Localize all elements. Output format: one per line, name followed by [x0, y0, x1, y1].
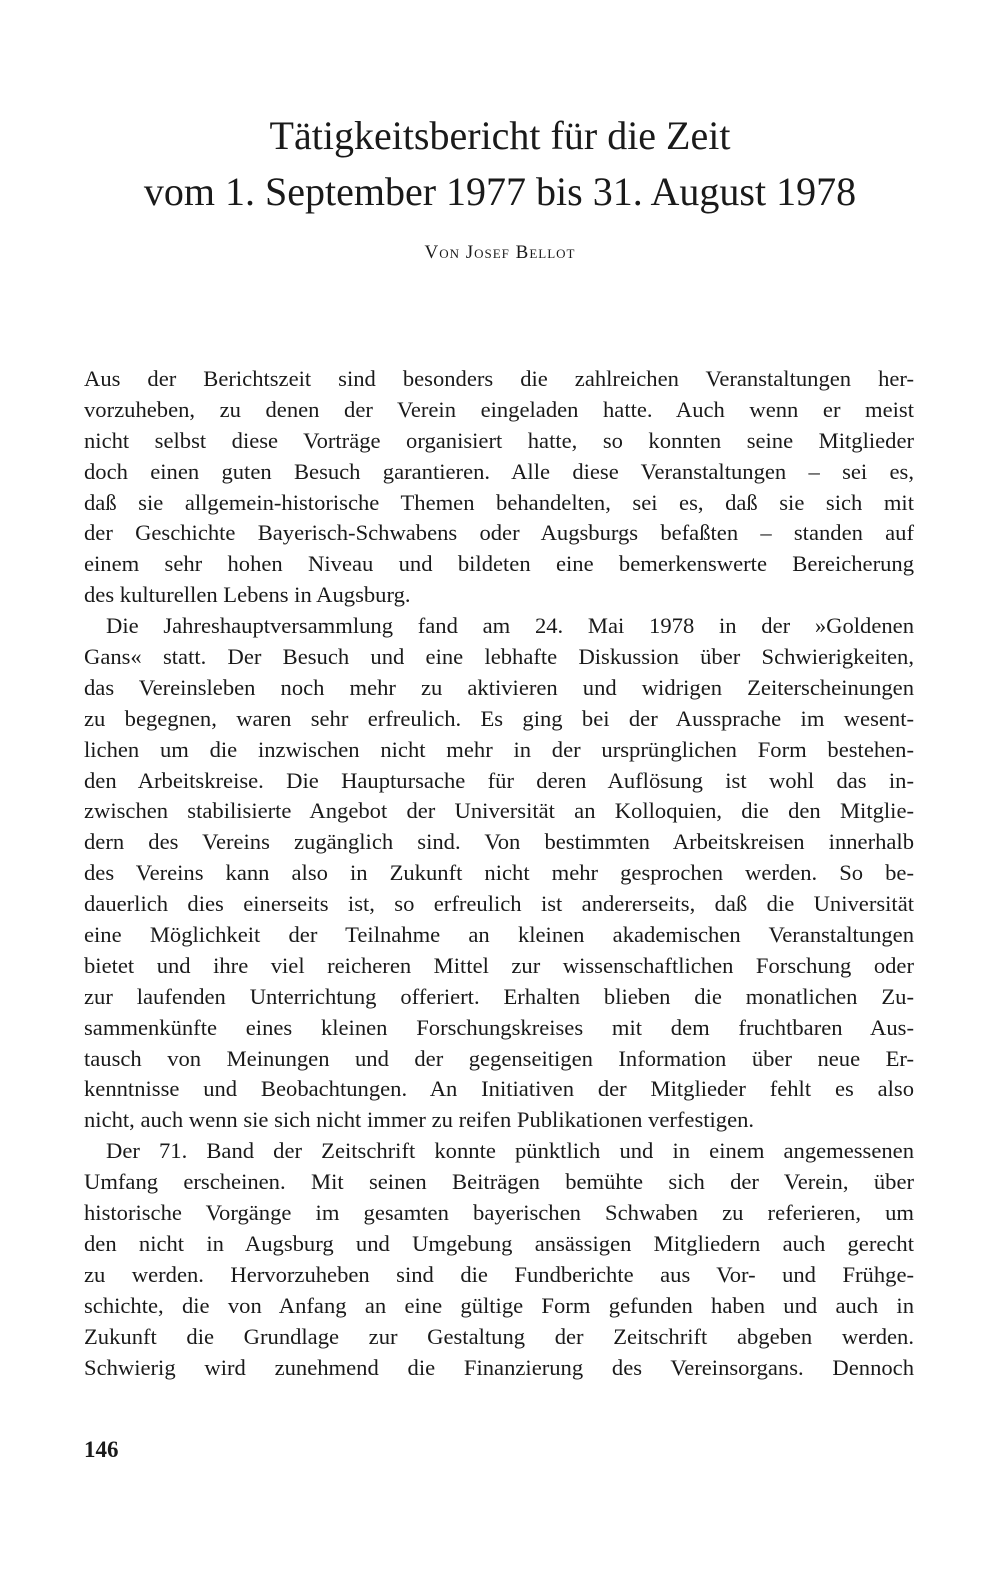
text-line: des kulturellen Lebens in Augsburg. [84, 582, 411, 608]
text-line: tausch von Meinungen und der gegenseitigen Information über neue Er- [84, 1045, 914, 1071]
text-line: Schwierig wird zunehmend die Finanzierung des Vereinsorgans. Dennoch [84, 1354, 914, 1380]
text-line: Aus der Berichtszeit sind besonders die zahlreichen Veranstaltungen her- [84, 366, 914, 391]
text-line: zu werden. Hervorzuheben sind die Fundberichte aus Vor- und Frühge- [84, 1261, 914, 1287]
text-line: das Vereinsleben noch mehr zu aktivieren und widrigen Zeiterscheinungen [84, 674, 914, 700]
text-line: eine Möglichkeit der Teilnahme an kleinen akademischen Veranstaltungen [84, 922, 914, 948]
text-line: lichen um die inzwischen nicht mehr in der ursprünglichen Form bestehen- [84, 736, 914, 762]
text-line: schichte, die von Anfang an eine gültige Form gefunden haben und auch in [84, 1292, 914, 1318]
text-line: einem sehr hohen Niveau und bildeten eine bemerkenswerte Bereicherung [84, 551, 914, 577]
title-line-1: Tätigkeitsbericht für die Zeit [269, 113, 731, 158]
text-line: nicht, auch wenn sie sich nicht immer zu reifen Publikationen verfestigen. [84, 1107, 755, 1133]
text-line: zu begegnen, waren sehr erfreulich. Es ging bei der Aussprache im wesent- [84, 705, 914, 731]
page-number: 146 [84, 1437, 119, 1462]
text-line: sammenkünfte eines kleinen Forschungskreises mit dem fruchtbaren Aus- [84, 1014, 914, 1040]
text-line: historische Vorgänge im gesamten bayerischen Schwaben zu referieren, um [84, 1200, 914, 1226]
body-text [84, 364, 914, 1383]
text-line: dauerlich dies einerseits ist, so erfreulich ist andererseits, daß die Universität [84, 891, 914, 917]
text-line: Die Jahreshauptversammlung fand am 24. Mai 1978 in der »Goldenen [106, 613, 914, 639]
text-line: den Arbeitskreise. Die Hauptursache für deren Auflösung ist wohl das in- [84, 767, 914, 793]
text-line: kenntnisse und Beobachtungen. An Initiativen der Mitglieder fehlt es also [84, 1076, 914, 1102]
title-line-2: vom 1. September 1977 bis 31. August 1978 [143, 169, 857, 214]
text-line: des Vereins kann also in Zukunft nicht mehr gesprochen werden. So be- [84, 860, 914, 886]
text-line: Umfang erscheinen. Mit seinen Beiträgen bemühte sich der Verein, über [84, 1169, 914, 1195]
author-byline: Von Josef Bellot [424, 242, 576, 263]
text-line: dern des Vereins zugänglich sind. Von bestimmten Arbeitskreisen innerhalb [84, 829, 914, 855]
text-line: der Geschichte Bayerisch-Schwabens oder Augsburgs befaßten – standen auf [84, 520, 914, 546]
text-line: zur laufenden Unterrichtung offeriert. Erhalten blieben die monatlichen Zu- [84, 983, 914, 1009]
text-line: zwischen stabilisierte Angebot der Universität an Kolloquien, die den Mitglie- [84, 798, 914, 824]
text-line: Zukunft die Grundlage zur Gestaltung der Zeitschrift abgeben werden. [84, 1323, 914, 1349]
text-line: Gans« statt. Der Besuch und eine lebhafte Diskussion über Schwierigkeiten, [84, 644, 914, 670]
text-line: nicht selbst diese Vorträge organisiert hatte, so konnten seine Mitglieder [84, 427, 914, 453]
text-line: doch einen guten Besuch garantieren. Alle diese Veranstaltungen – sei es, [84, 458, 914, 484]
text-line: Der 71. Band der Zeitschrift konnte pünktlich und in einem angemessenen [106, 1138, 914, 1164]
page-title [0, 108, 1000, 220]
text-line: bietet und ihre viel reicheren Mittel zur wissenschaftlichen Forschung oder [84, 952, 914, 978]
text-line: den nicht in Augsburg und Umgebung ansässigen Mitgliedern auch gerecht [84, 1230, 914, 1256]
text-line: daß sie allgemein-historische Themen behandelten, sei es, daß sie sich mit [84, 489, 914, 515]
text-line: vorzuheben, zu denen der Verein eingeladen hatte. Auch wenn er meist [84, 396, 914, 422]
